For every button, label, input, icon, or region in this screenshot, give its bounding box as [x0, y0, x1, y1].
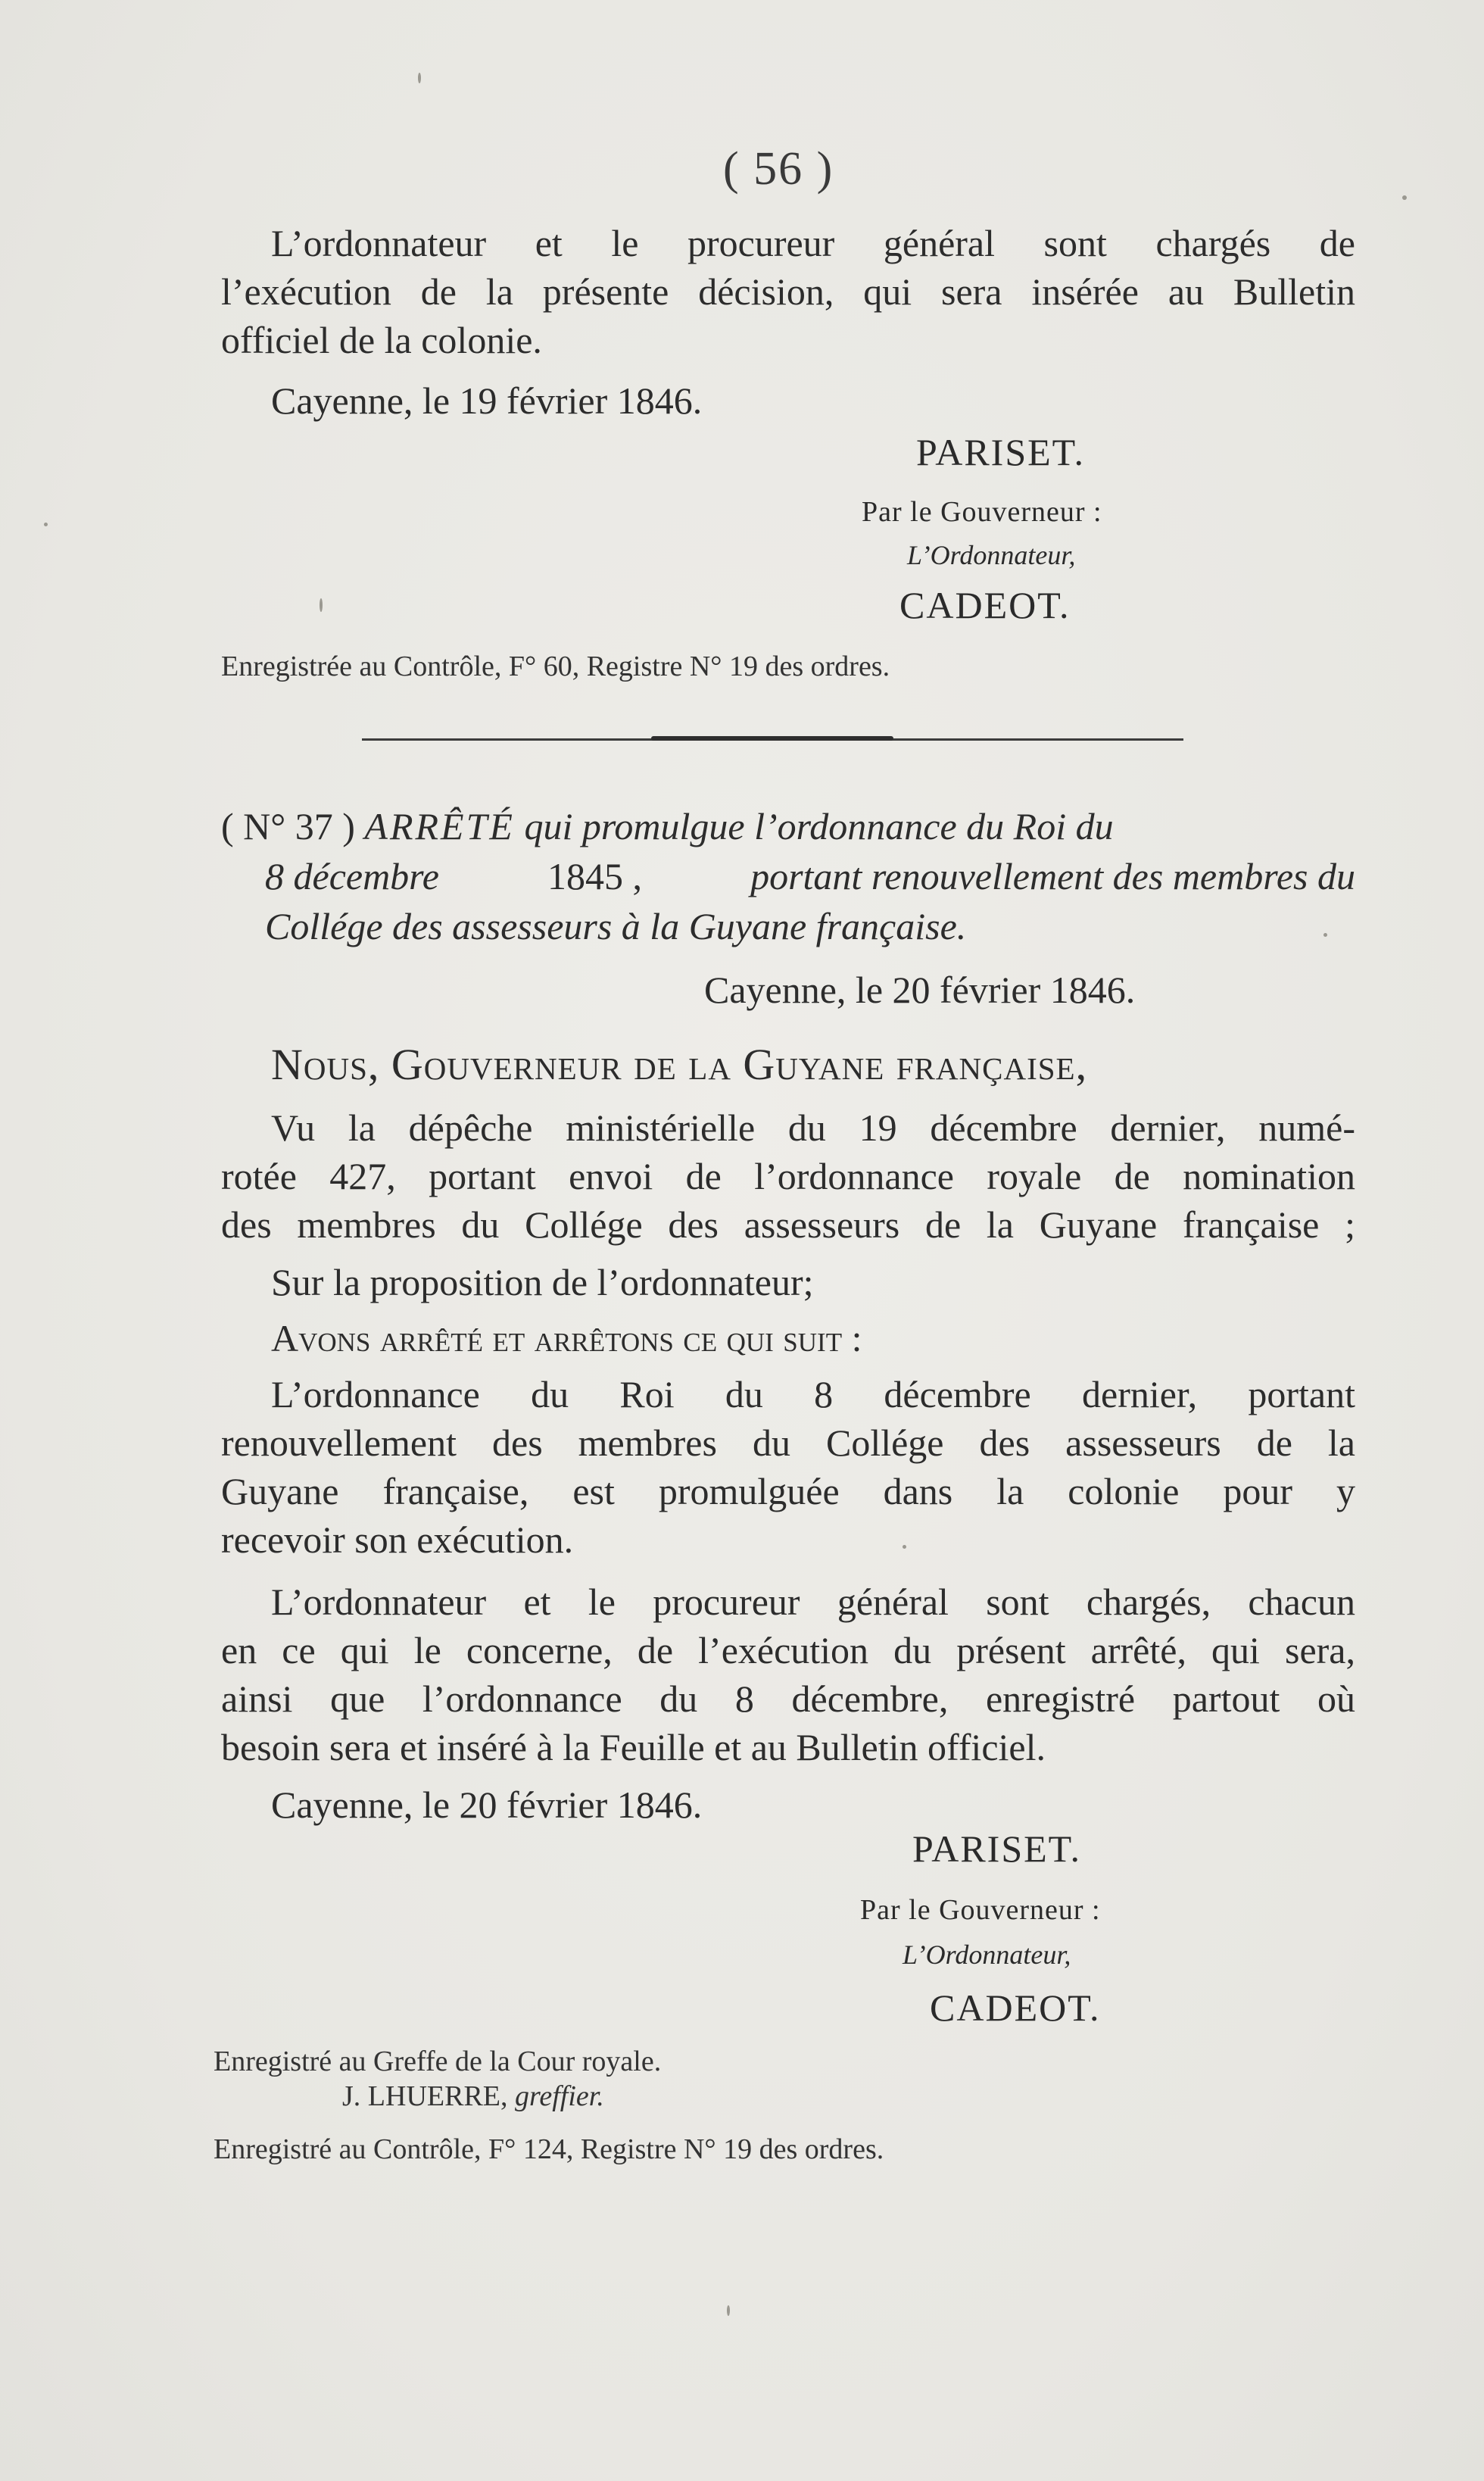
- signature-countersign: CADEOT.: [899, 584, 1071, 626]
- nous-line: Nous, Gouverneur de la Guyane française,: [271, 1040, 1088, 1089]
- separator-rule-thick: [651, 736, 893, 741]
- text-line: officiel de la colonie.: [221, 319, 542, 361]
- text-line: des membres du Collége des assesseurs de la Guyane française ;: [221, 1203, 1355, 1246]
- heading-rest: qui promulgue l’ordonnance du Roi du: [524, 805, 1114, 847]
- signature-name: PARISET.: [916, 431, 1086, 473]
- heading-line-2: [265, 854, 1355, 898]
- greffier-line: [342, 2080, 604, 2113]
- registration-note: Enregistrée au Contrôle, F° 60, Registre N° 19 des ordres.: [221, 651, 890, 682]
- text-line: L’ordonnance du Roi du 8 décembre dernier, portant: [271, 1373, 1355, 1415]
- signature-role: L’Ordonnateur,: [907, 540, 1076, 570]
- place-date: Cayenne, le 20 février 1846.: [704, 969, 1136, 1011]
- signature-role: L’Ordonnateur,: [903, 1940, 1071, 1970]
- text-line: Avons arrêté et arrêtons ce qui suit :: [271, 1317, 862, 1359]
- signature-par: Par le Gouverneur :: [862, 496, 1102, 528]
- text-line: L’ordonnateur et le procureur général sont chargés de: [271, 222, 1355, 264]
- paper-speck: [1323, 933, 1327, 937]
- paper-speck: [1402, 195, 1407, 200]
- signature-countersign: CADEOT.: [930, 1986, 1101, 2029]
- paper-speck: [903, 1545, 906, 1549]
- greffier-name: J. LHUERRE,: [342, 2080, 508, 2112]
- text-line: besoin sera et inséré à la Feuille et au Bulletin officiel.: [221, 1726, 1046, 1768]
- heading-line-1: [221, 804, 1114, 848]
- text-line: l’exécution de la présente décision, qui sera insérée au Bulletin: [221, 270, 1355, 313]
- text-line: recevoir son exécution.: [221, 1518, 574, 1561]
- text-line: Sur la proposition de l’ordonnateur;: [271, 1261, 814, 1303]
- paper-speck: [320, 598, 323, 612]
- text-line: rotée 427, portant envoi de l’ordonnance royale de nomination: [221, 1155, 1355, 1197]
- heading-date: 8 décembre: [265, 855, 439, 897]
- greffier-title: greffier.: [515, 2080, 604, 2112]
- date-line: Cayenne, le 20 février 1846.: [271, 1784, 703, 1826]
- text-line: Vu la dépêche ministérielle du 19 décembre dernier, numé-: [271, 1106, 1355, 1149]
- text-line: ainsi que l’ordonnance du 8 décembre, enregistré partout où: [221, 1677, 1355, 1720]
- page-number: ( 56 ): [723, 143, 834, 195]
- decree-title: ARRÊTÉ: [364, 805, 515, 847]
- heading-year: 1845 ,: [547, 855, 643, 897]
- paper-speck: [44, 523, 48, 526]
- signature-name: PARISET.: [912, 1827, 1082, 1870]
- text-line: L’ordonnateur et le procureur général sont chargés, chacun: [271, 1581, 1355, 1623]
- heading-portant: portant renouvellement des membres du: [750, 855, 1355, 897]
- decree-number: ( N° 37 ): [221, 805, 355, 847]
- text-line: en ce qui le concerne, de l’exécution du présent arrêté, qui sera,: [221, 1629, 1355, 1671]
- signature-par: Par le Gouverneur :: [860, 1894, 1101, 1926]
- paper-speck: [418, 73, 421, 83]
- registration-note: Enregistré au Contrôle, F° 124, Registre N° 19 des ordres.: [214, 2133, 884, 2165]
- greffe-note: Enregistré au Greffe de la Cour royale.: [214, 2046, 662, 2077]
- date-line: Cayenne, le 19 février 1846.: [271, 379, 703, 422]
- text-line: renouvellement des membres du Collége des assesseurs de la: [221, 1422, 1355, 1464]
- heading-line-3: Collége des assesseurs à la Guyane française.: [265, 905, 967, 947]
- paper-speck: [727, 2305, 730, 2316]
- text-line: Guyane française, est promulguée dans la colonie pour y: [221, 1470, 1355, 1512]
